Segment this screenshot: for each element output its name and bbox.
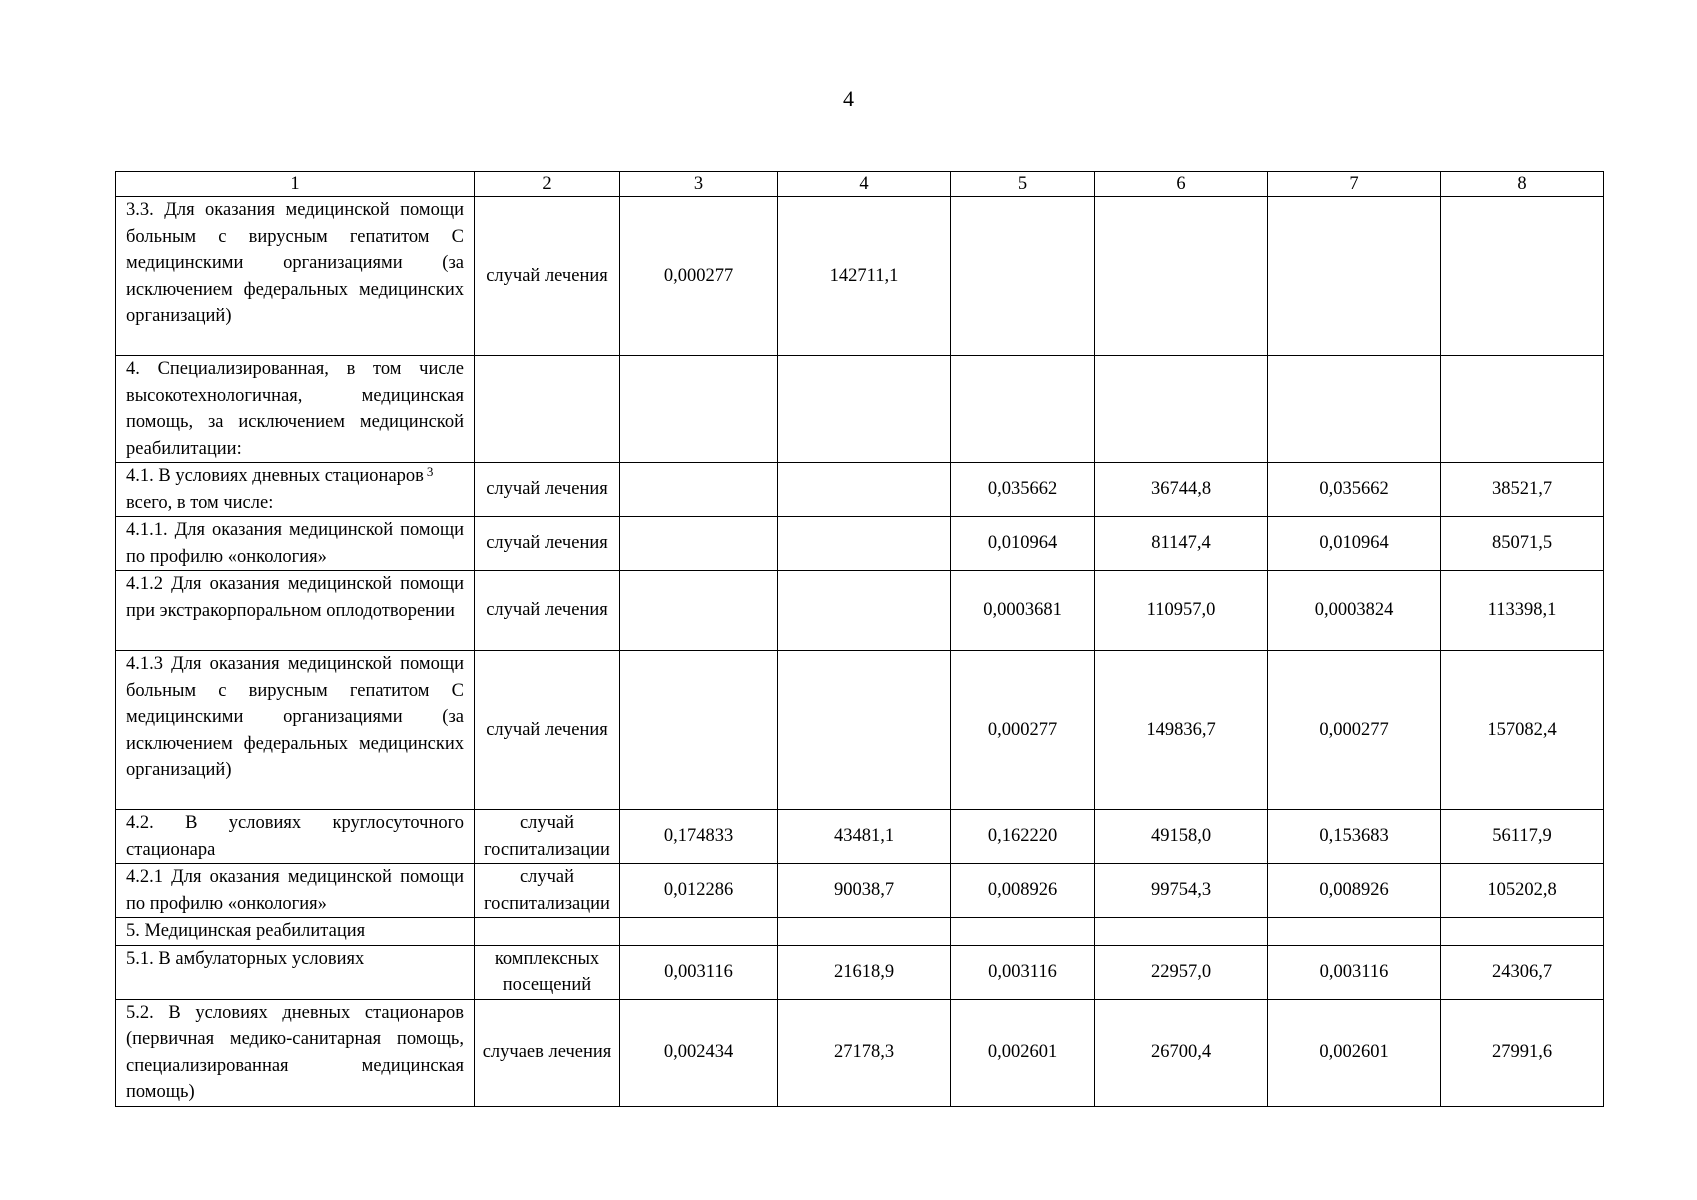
row-label: 3.3. Для оказания медицинской помощи больным с вирусным гепатитом С медицинскими организациями (за исключением федеральных медицинских организаций) [116, 197, 475, 356]
value-cell-3: 0,012286 [620, 864, 778, 918]
table-row [116, 864, 1604, 918]
page-number: 4 [843, 86, 854, 111]
table-row [116, 463, 1604, 517]
table-row [116, 999, 1604, 1106]
value-cell-4 [778, 517, 951, 571]
value-cell-5: 0,035662 [951, 463, 1095, 517]
row-label [116, 463, 475, 517]
column-header: 6 [1095, 172, 1268, 197]
table-row [116, 651, 1604, 810]
table-row [116, 571, 1604, 651]
column-header: 5 [951, 172, 1095, 197]
value-cell-5: 0,0003681 [951, 571, 1095, 651]
value-cell-8 [1441, 356, 1604, 463]
footnote-mark: 3 [426, 464, 434, 479]
value-cell-8: 85071,5 [1441, 517, 1604, 571]
value-cell-7: 0,153683 [1268, 810, 1441, 864]
column-header: 4 [778, 172, 951, 197]
row-label-tail: всего, в том числе: [126, 492, 274, 513]
column-header: 8 [1441, 172, 1604, 197]
value-cell-6: 36744,8 [1095, 463, 1268, 517]
value-cell-7: 0,003116 [1268, 945, 1441, 999]
value-cell-4 [778, 918, 951, 946]
value-cell-5: 0,003116 [951, 945, 1095, 999]
value-cell-6: 26700,4 [1095, 999, 1268, 1106]
value-cell-4 [778, 651, 951, 810]
unit-cell: случаев лечения [475, 999, 620, 1106]
value-cell-3: 0,003116 [620, 945, 778, 999]
value-cell-3 [620, 463, 778, 517]
table-row [116, 356, 1604, 463]
value-cell-8: 38521,7 [1441, 463, 1604, 517]
value-cell-5 [951, 356, 1095, 463]
value-cell-3 [620, 651, 778, 810]
column-header: 3 [620, 172, 778, 197]
unit-cell: случай лечения [475, 651, 620, 810]
value-cell-7: 0,008926 [1268, 864, 1441, 918]
row-label: 5. Медицинская реабилитация [116, 918, 475, 946]
value-cell-7 [1268, 197, 1441, 356]
value-cell-6: 99754,3 [1095, 864, 1268, 918]
table-row [116, 945, 1604, 999]
value-cell-3 [620, 356, 778, 463]
row-label: 4.1.3 Для оказания медицинской помощи больным с вирусным гепатитом С медицинскими организациями (за исключением федеральных медицинских организаций) [116, 651, 475, 810]
table-row [116, 197, 1604, 356]
value-cell-5 [951, 197, 1095, 356]
value-cell-4: 21618,9 [778, 945, 951, 999]
value-cell-4: 142711,1 [778, 197, 951, 356]
value-cell-3 [620, 571, 778, 651]
row-label: 4. Специализированная, в том числе высокотехнологичная, медицинская помощь, за исключением медицинской реабилитации: [116, 356, 475, 463]
value-cell-8 [1441, 918, 1604, 946]
value-cell-5: 0,008926 [951, 864, 1095, 918]
value-cell-5: 0,010964 [951, 517, 1095, 571]
value-cell-7: 0,010964 [1268, 517, 1441, 571]
value-cell-6: 149836,7 [1095, 651, 1268, 810]
value-cell-5: 0,000277 [951, 651, 1095, 810]
unit-cell: случай лечения [475, 571, 620, 651]
value-cell-6 [1095, 918, 1268, 946]
value-cell-7 [1268, 918, 1441, 946]
table-row [116, 810, 1604, 864]
row-label: 4.1.1. Для оказания медицинской помощи по профилю «онкология» [116, 517, 475, 571]
row-label: 4.1.2 Для оказания медицинской помощи при экстракорпоральном оплодотворении [116, 571, 475, 651]
value-cell-6 [1095, 197, 1268, 356]
value-cell-4 [778, 463, 951, 517]
value-cell-8: 56117,9 [1441, 810, 1604, 864]
value-cell-4 [778, 356, 951, 463]
unit-cell: случай госпитализации [475, 864, 620, 918]
value-cell-6: 81147,4 [1095, 517, 1268, 571]
value-cell-4: 90038,7 [778, 864, 951, 918]
value-cell-4 [778, 571, 951, 651]
value-cell-8: 105202,8 [1441, 864, 1604, 918]
value-cell-6: 49158,0 [1095, 810, 1268, 864]
data-table [115, 171, 1604, 1107]
value-cell-7: 0,000277 [1268, 651, 1441, 810]
unit-cell [475, 918, 620, 946]
unit-cell: комплексных посещений [475, 945, 620, 999]
table-row [116, 517, 1604, 571]
value-cell-8: 113398,1 [1441, 571, 1604, 651]
value-cell-6: 110957,0 [1095, 571, 1268, 651]
unit-cell: случай госпитализации [475, 810, 620, 864]
row-label: 4.2. В условиях круглосуточного стационара [116, 810, 475, 864]
value-cell-4: 43481,1 [778, 810, 951, 864]
value-cell-7: 0,002601 [1268, 999, 1441, 1106]
value-cell-7 [1268, 356, 1441, 463]
unit-cell: случай лечения [475, 197, 620, 356]
value-cell-8: 27991,6 [1441, 999, 1604, 1106]
value-cell-3: 0,000277 [620, 197, 778, 356]
row-label: 5.2. В условиях дневных стационаров (первичная медико-санитарная помощь, специализированная медицинская помощь) [116, 999, 475, 1106]
value-cell-5 [951, 918, 1095, 946]
value-cell-6: 22957,0 [1095, 945, 1268, 999]
column-header: 7 [1268, 172, 1441, 197]
value-cell-3: 0,174833 [620, 810, 778, 864]
column-number-row [116, 172, 1604, 197]
table-row [116, 918, 1604, 946]
value-cell-3: 0,002434 [620, 999, 778, 1106]
unit-cell [475, 356, 620, 463]
row-label: 5.1. В амбулаторных условиях [116, 945, 475, 999]
value-cell-3 [620, 517, 778, 571]
value-cell-5: 0,002601 [951, 999, 1095, 1106]
unit-cell: случай лечения [475, 517, 620, 571]
value-cell-8: 157082,4 [1441, 651, 1604, 810]
value-cell-3 [620, 918, 778, 946]
unit-cell: случай лечения [475, 463, 620, 517]
column-header: 1 [116, 172, 475, 197]
row-label-text: 4.1. В условиях дневных стационаров [126, 466, 424, 486]
row-label: 4.2.1 Для оказания медицинской помощи по профилю «онкология» [116, 864, 475, 918]
value-cell-8 [1441, 197, 1604, 356]
value-cell-7: 0,0003824 [1268, 571, 1441, 651]
value-cell-4: 27178,3 [778, 999, 951, 1106]
value-cell-8: 24306,7 [1441, 945, 1604, 999]
value-cell-6 [1095, 356, 1268, 463]
column-header: 2 [475, 172, 620, 197]
value-cell-5: 0,162220 [951, 810, 1095, 864]
value-cell-7: 0,035662 [1268, 463, 1441, 517]
